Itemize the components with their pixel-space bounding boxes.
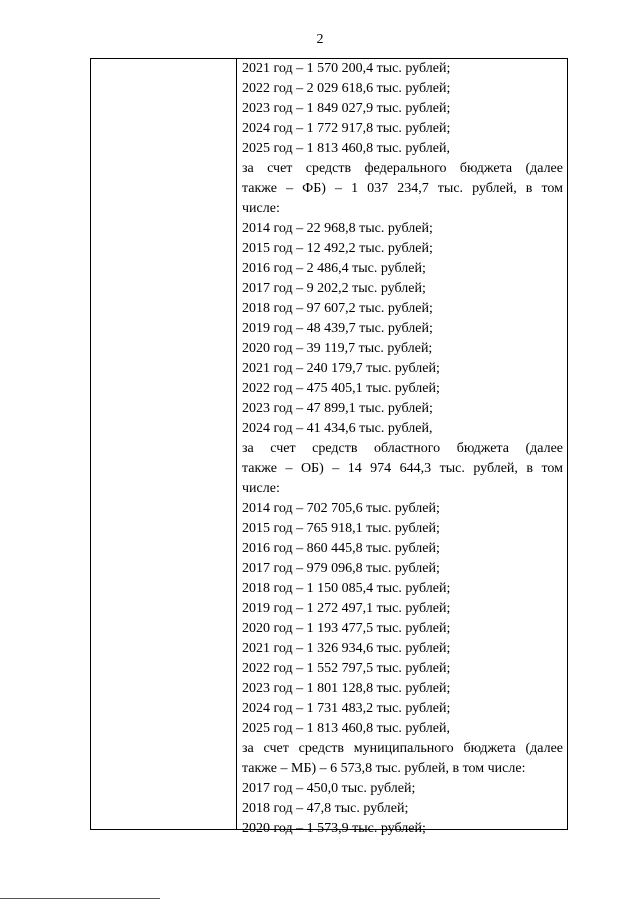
fb-intro-line-3: числе: xyxy=(242,201,280,216)
ob-year-line: 2020 год – 1 193 477,5 тыс. рублей; xyxy=(242,621,451,636)
mb-year-line: 2017 год – 450,0 тыс. рублей; xyxy=(242,781,416,796)
fb-year-line: 2014 год – 22 968,8 тыс. рублей; xyxy=(242,221,433,236)
fb-year-line: 2022 год – 475 405,1 тыс. рублей; xyxy=(242,381,440,396)
fb-intro-line-1: за счет средств федерального бюджета (далее xyxy=(242,161,563,176)
mb-intro-line-1: за счет средств муниципального бюджета (далее xyxy=(242,741,563,756)
ob-year-line: 2016 год – 860 445,8 тыс. рублей; xyxy=(242,541,440,556)
ob-year-line: 2017 год – 979 096,8 тыс. рублей; xyxy=(242,561,440,576)
total-year-line: 2023 год – 1 849 027,9 тыс. рублей; xyxy=(242,101,451,116)
footnote-rule xyxy=(0,898,160,899)
page-number: 2 xyxy=(316,32,324,47)
ob-year-line: 2015 год – 765 918,1 тыс. рублей; xyxy=(242,521,440,536)
fb-year-line: 2023 год – 47 899,1 тыс. рублей; xyxy=(242,401,433,416)
total-year-line: 2025 год – 1 813 460,8 тыс. рублей, xyxy=(242,141,450,156)
mb-intro-line-2: также – МБ) – 6 573,8 тыс. рублей, в том числе: xyxy=(242,761,526,776)
table-right-cell xyxy=(237,59,567,836)
ob-intro-line-1: за счет средств областного бюджета (далее xyxy=(242,441,563,456)
ob-year-line: 2018 год – 1 150 085,4 тыс. рублей; xyxy=(242,581,451,596)
mb-year-line: 2020 год – 1 573,9 тыс. рублей; xyxy=(242,821,426,836)
total-year-line: 2021 год – 1 570 200,4 тыс. рублей; xyxy=(242,61,451,76)
ob-year-line: 2025 год – 1 813 460,8 тыс. рублей, xyxy=(242,721,450,736)
ob-year-line: 2022 год – 1 552 797,5 тыс. рублей; xyxy=(242,661,451,676)
ob-intro-line-2: также – ОБ) – 14 974 644,3 тыс. рублей, в том xyxy=(242,461,563,476)
fb-intro-line-2: также – ФБ) – 1 037 234,7 тыс. рублей, в том xyxy=(242,181,563,196)
fb-year-line: 2018 год – 97 607,2 тыс. рублей; xyxy=(242,301,433,316)
mb-year-line: 2018 год – 47,8 тыс. рублей; xyxy=(242,801,409,816)
fb-year-line: 2024 год – 41 434,6 тыс. рублей, xyxy=(242,421,433,436)
ob-intro-line-3: числе: xyxy=(242,481,280,496)
ob-year-line: 2021 год – 1 326 934,6 тыс. рублей; xyxy=(242,641,451,656)
total-year-line: 2024 год – 1 772 917,8 тыс. рублей; xyxy=(242,121,451,136)
table-left-cell xyxy=(91,59,237,829)
fb-year-line: 2017 год – 9 202,2 тыс. рублей; xyxy=(242,281,426,296)
funding-table xyxy=(90,58,568,836)
total-year-line: 2022 год – 2 029 618,6 тыс. рублей; xyxy=(242,81,451,96)
fb-year-line: 2019 год – 48 439,7 тыс. рублей; xyxy=(242,321,433,336)
fb-year-line: 2015 год – 12 492,2 тыс. рублей; xyxy=(242,241,433,256)
fb-year-line: 2021 год – 240 179,7 тыс. рублей; xyxy=(242,361,440,376)
ob-year-line: 2019 год – 1 272 497,1 тыс. рублей; xyxy=(242,601,451,616)
ob-year-line: 2024 год – 1 731 483,2 тыс. рублей; xyxy=(242,701,451,716)
ob-year-line: 2014 год – 702 705,6 тыс. рублей; xyxy=(242,501,440,516)
ob-year-line: 2023 год – 1 801 128,8 тыс. рублей; xyxy=(242,681,451,696)
fb-year-line: 2016 год – 2 486,4 тыс. рублей; xyxy=(242,261,426,276)
fb-year-line: 2020 год – 39 119,7 тыс. рублей; xyxy=(242,341,433,356)
